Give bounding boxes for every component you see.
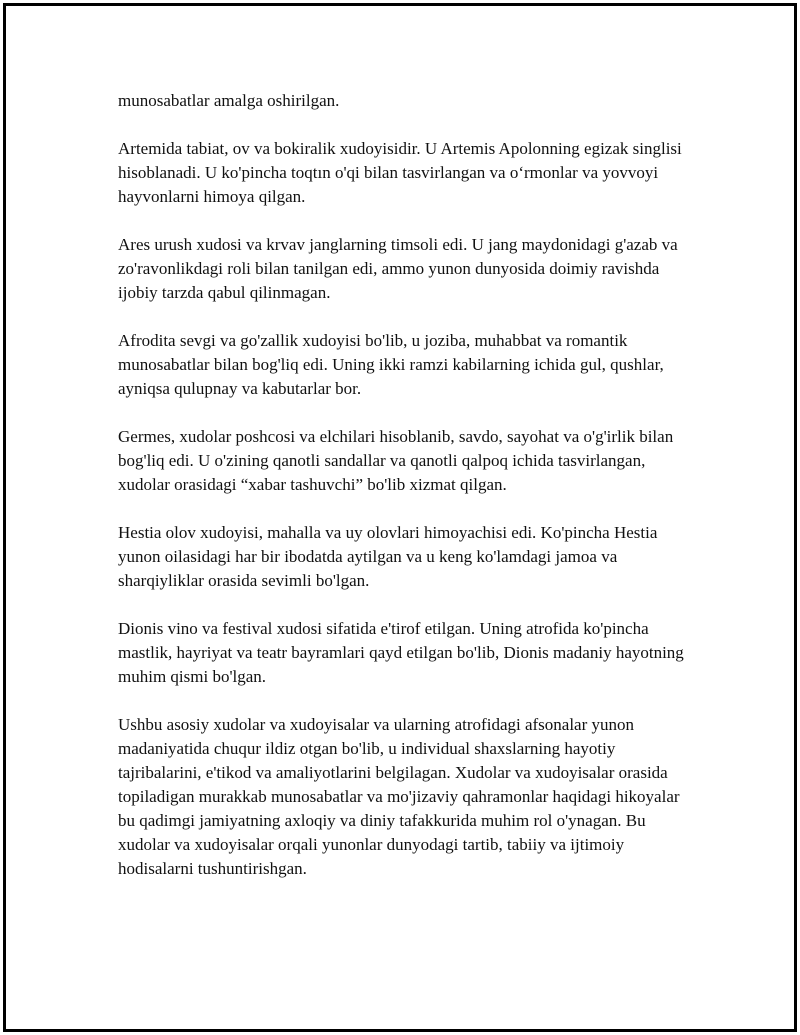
- document-body: [118, 89, 698, 905]
- paragraph-conclusion: Ushbu asosiy xudolar va xudoyisalar va ularning atrofidagi afsonalar yunon madaniyatida chuqur ildiz otgan bo'lib, u individual shaxslarning hayotiy tajribalarini, e'tikod va amaliyotlarini belgilagan. Xudolar va xudoyisalar orasida topiladigan murakkab munosabatlar va mo'jizaviy qahramonlar haqidagi hikoyalar bu qadimgi jamiyatning axloqiy va diniy tafakkurida muhim rol o'ynagan. Bu xudolar va xudoyisalar orqali yunonlar dunyodagi tartib, tabiiy va ijtimoiy hodisalarni tushuntirishgan.: [118, 715, 680, 878]
- paragraph-afrodita: Afrodita sevgi va go'zallik xudoyisi bo'lib, u joziba, muhabbat va romantik munosabatlar bilan bog'liq edi. Uning ikki ramzi kabilarning ichida gul, qushlar, ayniqsa qulupnay va kabutarlar bor.: [118, 331, 664, 398]
- paragraph-dionis: Dionis vino va festival xudosi sifatida e'tirof etilgan. Uning atrofida ko'pincha mastlik, hayriyat va teatr bayramlari qayd etilgan bo'lib, Dionis madaniy hayotning muhim qismi bo'lgan.: [118, 619, 684, 686]
- paragraph-hestia: Hestia olov xudoyisi, mahalla va uy olovlari himoyachisi edi. Ko'pincha Hestia yunon oilasidagi har bir ibodatda aytilgan va u keng ko'lamdagi jamoa va sharqiyliklar orasida sevimli bo'lgan.: [118, 523, 658, 590]
- paragraph-artemida: Artemida tabiat, ov va bokiralik xudoyisidir. U Artemis Apolonning egizak singlisi hisoblanadi. U ko'pincha toqtın o'qi bilan tasvirlangan va oʻrmonlar va yovvoyi hayvonlarni himoya qilgan.: [118, 139, 682, 206]
- paragraph-continuation: munosabatlar amalga oshirilgan.: [118, 91, 340, 110]
- paragraph-ares: Ares urush xudosi va krvav janglarning timsoli edi. U jang maydonidagi g'azab va zo'ravonlikdagi roli bilan tanilgan edi, ammo yunon dunyosida doimiy ravishda ijobiy tarzda qabul qilinmagan.: [118, 235, 678, 302]
- paragraph-germes: Germes, xudolar poshcosi va elchilari hisoblanib, savdo, sayohat va o'g'irlik bilan bog'liq edi. U o'zining qanotli sandallar va qanotli qalpoq ichida tasvirlangan, xudolar orasidagi “xabar tashuvchi” bo'lib xizmat qilgan.: [118, 427, 674, 494]
